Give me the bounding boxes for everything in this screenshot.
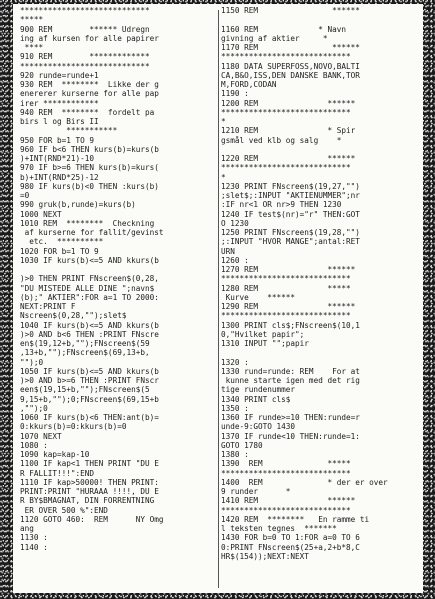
code-line: 1300 PRINT cls$;FNscreen$(10,1 (221, 320, 360, 330)
code-line: **************************** (20, 6, 150, 15)
code-line: 1110 IF kap>50000! THEN PRINT: (20, 477, 159, 487)
code-line: 1380 : (221, 450, 249, 459)
code-line: PRINT:PRINT "HURAAA !!!!, DU E (20, 487, 159, 496)
code-line: 1190 : (221, 89, 249, 99)
code-line: )>0 AND b<6 THEN :PRINT FNscre (20, 329, 159, 339)
code-line: **************************** (20, 61, 150, 71)
code-line: 1180 DATA SUPERFOSS,NOVO,BALTI (221, 61, 360, 71)
code-line: 1400 REM * der er over (221, 477, 388, 487)
code-line: 1340 PRINT cls$ (221, 394, 291, 404)
code-line: "DU MISTEDE ALLE DINE ";navn$ (20, 283, 155, 293)
code-line: birs l og Birs II (20, 117, 99, 126)
code-line: Nscreen$(0,28,"");slet$ (20, 311, 127, 321)
code-line: givning af aktier * (221, 33, 328, 43)
code-line: 1390 REM ***** (221, 459, 351, 469)
column-divider (218, 10, 219, 588)
code-line: 920 runde=runde+1 (20, 70, 99, 80)
code-line: 1250 PRINT FNscreen$(19,28,"") (221, 228, 360, 237)
code-line: ,13+b,"");FNscreen$(69,13+b, (20, 348, 150, 358)
code-line: 0:PRINT FNscreen$(25+a,2+b*8,C (221, 542, 360, 552)
code-line: * (221, 117, 226, 126)
code-line: :IF nr<1 OR nr>9 THEN 1230 (221, 200, 342, 210)
code-line: NEXT:PRINT F (20, 302, 76, 311)
code-line: **************************** (221, 163, 351, 173)
code-line: 1280 REM ***** (221, 283, 351, 293)
code-line: 980 IF kurs(b)<0 THEN :kurs(b) (20, 181, 159, 191)
code-line: HR$(154));NEXT:NEXT (221, 551, 309, 561)
code-line: 1220 REM ****** (221, 154, 356, 163)
code-line: 1120 GOTO 460: REM NY Omg (20, 514, 164, 524)
code-line: b)+INT(RND*25)-12 (20, 172, 99, 182)
code-line: tige rundenummer (221, 385, 296, 395)
listing-column-left (20, 6, 217, 552)
code-line: Kurve ****** (221, 292, 296, 302)
code-line: en$(19,12+b,"");FNscreen$(59 (20, 339, 150, 348)
code-line: 1370 IF runde<10 THEN:runde=1: (221, 431, 360, 441)
code-line: **************************** (221, 274, 351, 284)
code-line: 1270 REM ****** (221, 265, 356, 274)
code-line (221, 348, 419, 357)
code-line: 1330 rund=runde: REM For at (221, 366, 360, 376)
code-line: 1070 NEXT (20, 431, 62, 441)
code-line: ;:INPUT "HVOR MANGE";antal:RET (221, 237, 360, 247)
code-line: l teksten tegnes ******* (221, 524, 337, 533)
code-line: * (221, 172, 226, 182)
code-line: 970 IF b>=6 THEN kurs(b)=kurs( (20, 163, 159, 173)
code-line: 1000 NEXT (20, 209, 62, 219)
code-line: "");0 (20, 357, 44, 367)
code-line: GOTO 1780 (221, 440, 263, 450)
code-line: 1060 IF kurs(b)<6 THEN:ant(b)= (20, 413, 159, 422)
code-line: een$(19,15+b,"");FNscreen$(5 (20, 385, 150, 395)
code-line: 1030 IF kurs(b)<=5 AND kkurs(b (20, 255, 159, 265)
code-line: ing af kursen for alle papirer (20, 33, 159, 43)
code-line: 930 REM ******** Likke der g (20, 80, 159, 89)
code-line: 1420 REM ******** En ramme ti (221, 514, 370, 524)
code-line (221, 145, 419, 154)
code-line (20, 265, 217, 274)
code-line: **************************** (221, 107, 351, 117)
code-line: CA,B&O,ISS,DEN DANSKE BANK,TOR (221, 70, 360, 80)
code-line: ,"");0 (20, 403, 48, 413)
code-line: 990 gruk(b,runde)=kurs(b) (20, 200, 136, 210)
listing-column-right (221, 6, 419, 561)
code-line: *********** (20, 126, 118, 136)
code-line: 9,15+b,"");0;FNscreen$(69,15+b (20, 394, 159, 404)
code-line: 1010 REM ******** Checkning (20, 218, 155, 228)
code-line: ;slet$;:INPUT "AKTIENUMMER";nr (221, 191, 360, 200)
code-line: ***** (20, 15, 44, 25)
code-line: )+INT(RND*21)-10 (20, 154, 95, 163)
code-line: 1130 : (20, 533, 48, 543)
code-line: 1290 REM ****** (221, 302, 356, 311)
code-line: enererer kurserne for alle pap (20, 89, 159, 99)
code-line: 1310 INPUT "";papir (221, 339, 309, 348)
code-line: 1170 REM ****** (221, 43, 360, 52)
code-line: =0 (20, 191, 30, 200)
code-line: 1230 PRINT FNscreen$(19,27,"") (221, 181, 360, 191)
code-line: 1260 : (221, 255, 249, 265)
code-line: af kurserne for fallit/gevinst (20, 228, 164, 237)
code-line: 0:kkurs(b)=0:kkurs(b)=0 (20, 422, 127, 432)
code-line: 1350 : (221, 403, 249, 413)
code-line: 9 runder * (221, 487, 291, 496)
code-line (221, 15, 419, 24)
code-line: R BY$BMAGNAT, DIN FORRENTNING (20, 496, 155, 506)
code-line: R FALLIT!!!":END (20, 468, 95, 478)
code-line: 1050 IF kurs(b)<=5 AND kkurs(b (20, 366, 159, 376)
code-line: 1140 : (20, 542, 48, 552)
code-line: **************************** (221, 311, 351, 321)
listing-page (13, 4, 423, 593)
code-line: 940 REM ******** fordelt pa (20, 107, 155, 117)
code-line: **** (20, 43, 44, 52)
code-line: kunne starte igen med det rig (221, 376, 360, 385)
code-line: **************************** (221, 468, 351, 478)
code-line: 960 IF b<6 THEN kurs(b)=kurs(b (20, 144, 159, 154)
code-line: unde-9:GOTO 1430 (221, 422, 296, 432)
code-line: 1430 FOR b=0 TO 1:FOR a=0 TO 6 (221, 533, 360, 543)
code-line: 1320 : (221, 357, 249, 367)
code-line: 910 REM ************* (20, 52, 150, 62)
code-line: 1210 REM * Spir (221, 126, 356, 136)
code-line: 900 REM ****** Udregn (20, 24, 150, 34)
code-line: 1200 REM ****** (221, 98, 356, 108)
code-line: irer ************ (20, 98, 99, 108)
code-line: 1090 kap=kap-10 (20, 450, 90, 459)
code-line: URN (221, 246, 235, 256)
code-line: 1160 REM * Navn (221, 24, 346, 34)
code-line: 1410 REM ****** (221, 496, 356, 506)
code-line: gsmål ved klb og salg * (221, 135, 342, 145)
code-line: 1360 IF runde>=10 THEN:runde=r (221, 413, 360, 422)
code-line: 950 FOR b=1 TO 9 (20, 135, 95, 145)
code-line: **************************** (221, 505, 351, 515)
code-line: etc. ********** (20, 237, 104, 247)
code-line: )>0 AND b>=6 THEN :PRINT FNscr (20, 376, 159, 385)
code-line: 1100 IF kap<1 THEN PRINT "DU E (20, 459, 159, 469)
code-line: O 1230 (221, 218, 249, 228)
code-line: (b);" AKTIER":FOR a=1 TO 2000: (20, 292, 159, 302)
code-line: 1020 FOR b=1 TO 9 (20, 246, 99, 256)
code-line: 1040 IF kurs(b)<=5 AND kkurs(b (20, 320, 159, 330)
code-line: 1150 REM ****** (221, 6, 360, 15)
code-line: )>0 THEN PRINT FNscreen$(0,28, (20, 274, 159, 284)
code-line: 1080 : (20, 440, 48, 450)
code-line: 0,"Hvilket papir"; (221, 329, 305, 339)
code-line: **************************** (221, 52, 351, 62)
code-line: ER OVER 500 %":END (20, 505, 108, 515)
code-line: 1240 IF test$(nr)="r" THEN:GOT (221, 209, 360, 219)
code-line: ang (20, 524, 34, 533)
code-line: M,FORD,CODAN (221, 80, 277, 89)
